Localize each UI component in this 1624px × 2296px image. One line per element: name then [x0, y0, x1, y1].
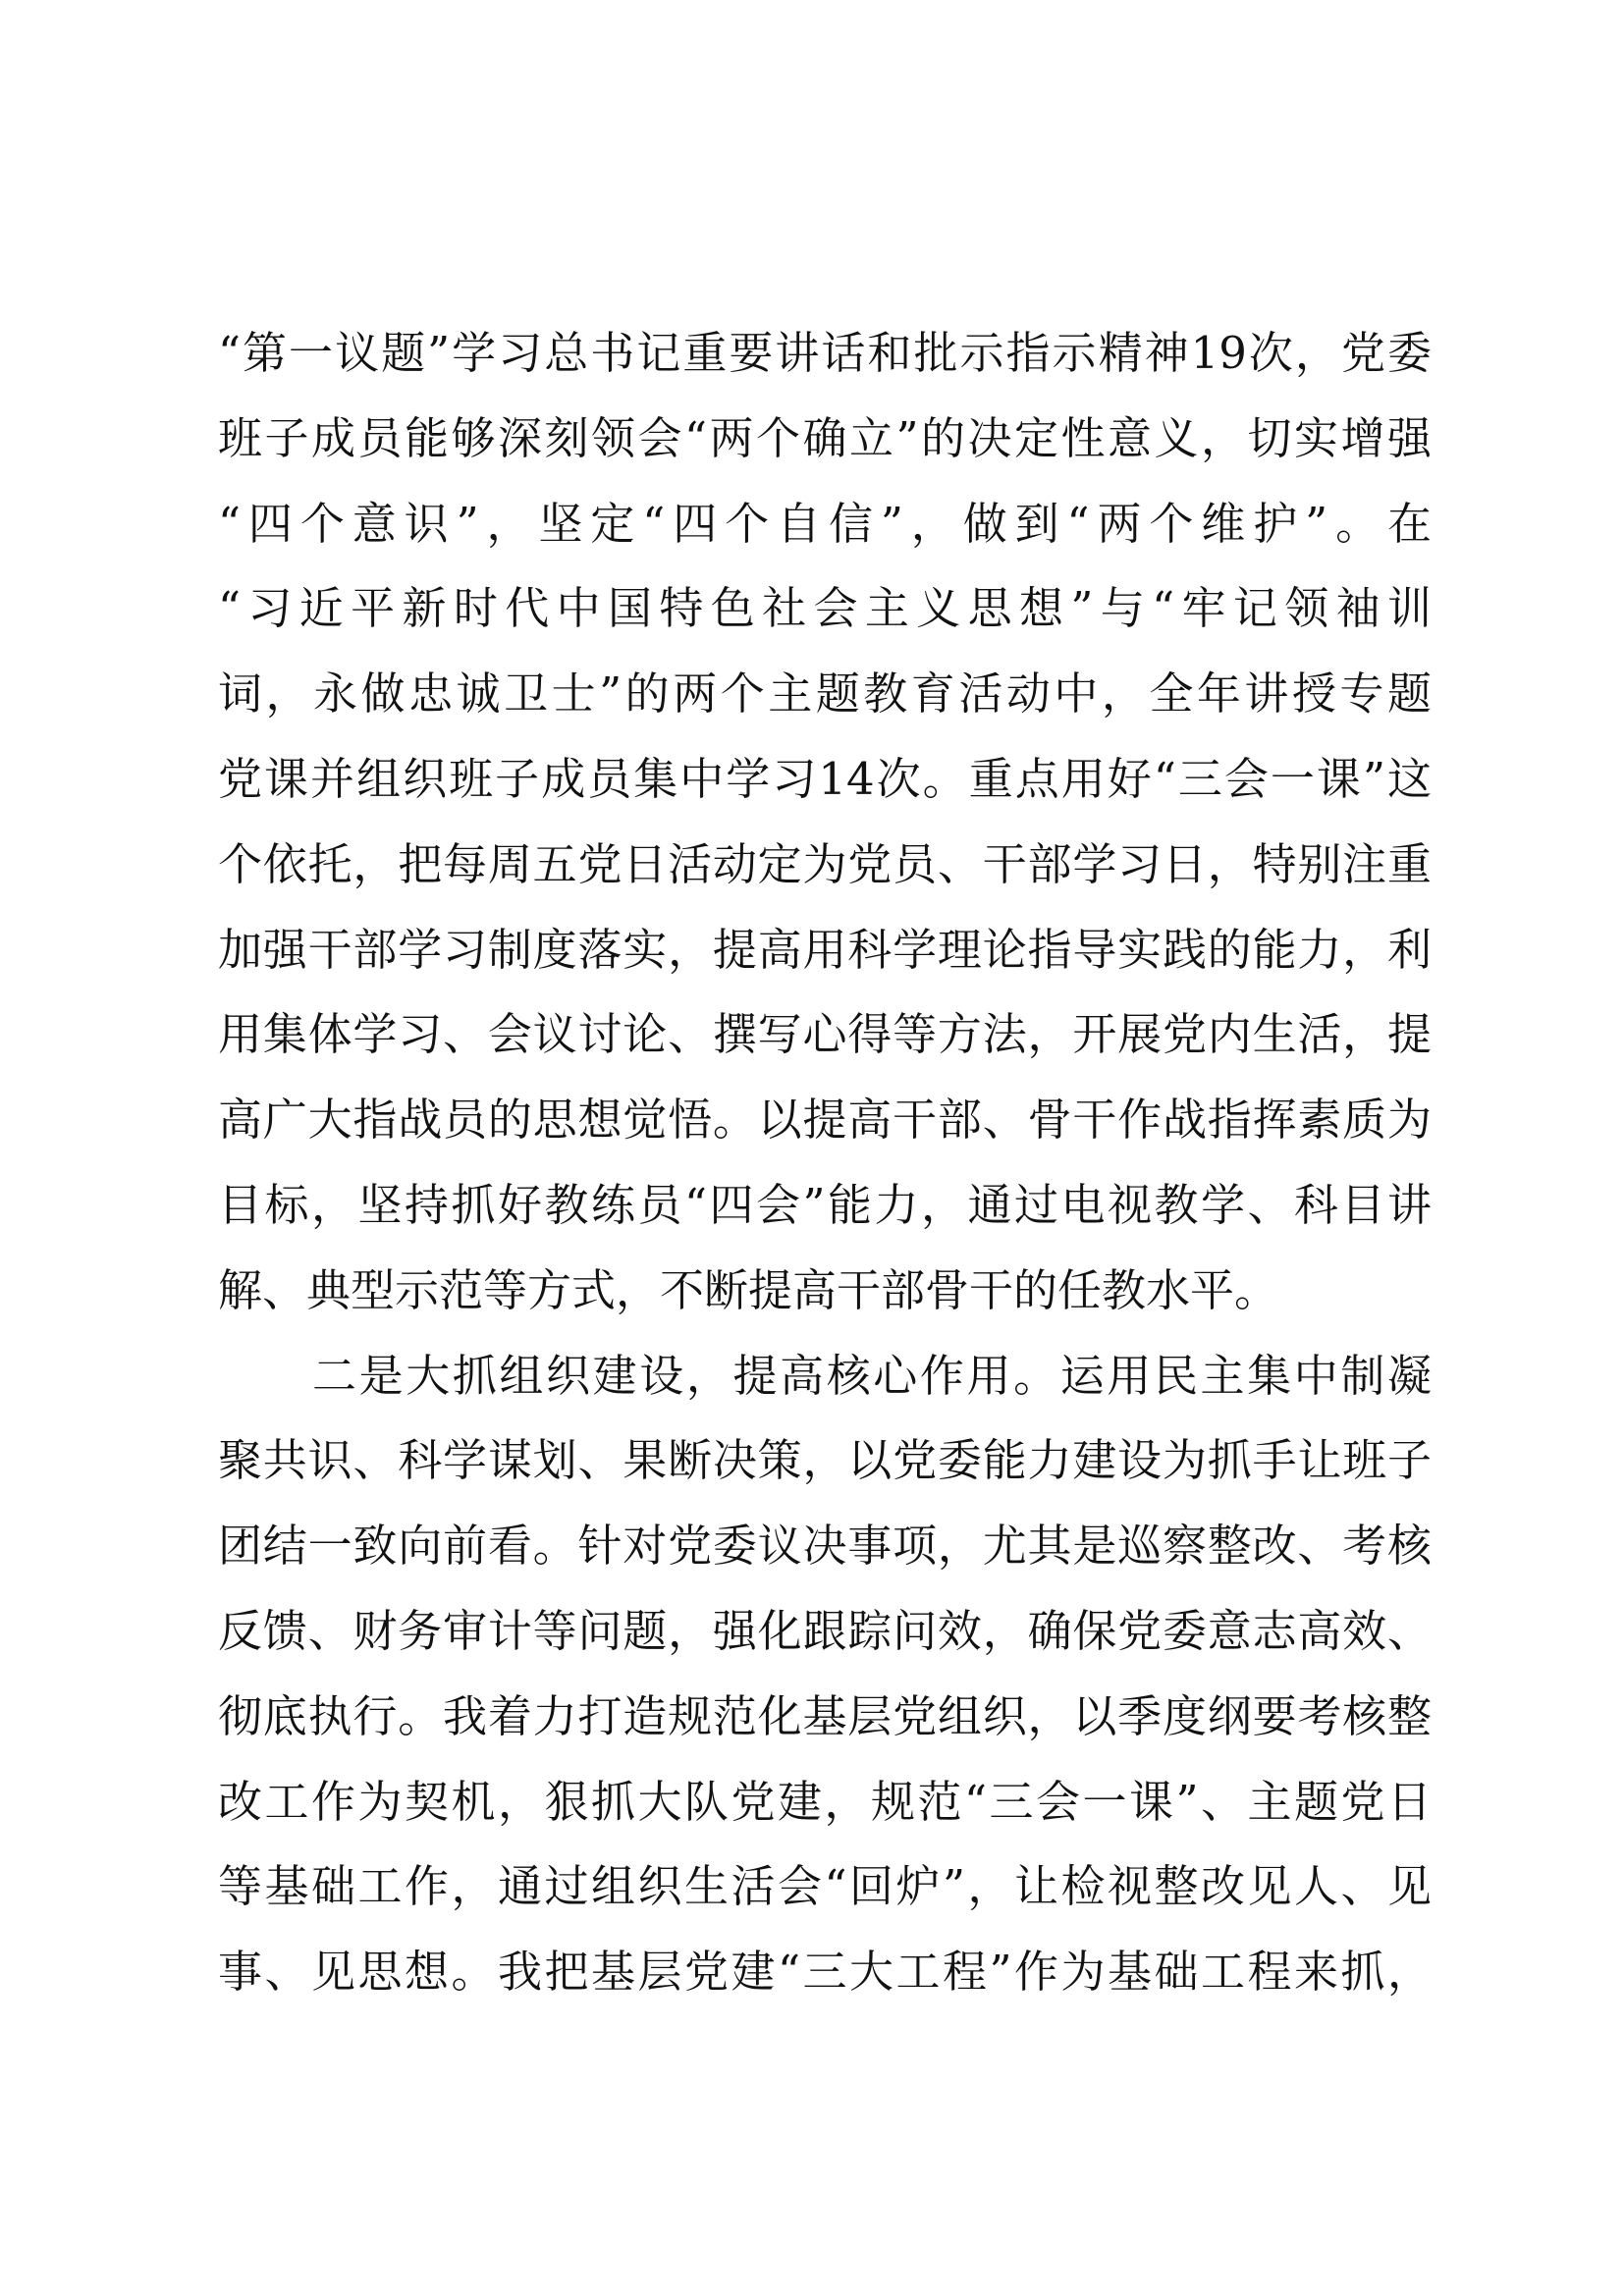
text-line: 事、见思想。我把基层党建“三大工程”作为基础工程来抓，: [218, 1946, 1432, 1999]
text-line: 聚共识、科学谋划、果断决策，以党委能力建设为抓手让班子: [218, 1434, 1432, 1487]
text-line: “第一议题”学习总书记重要讲话和批示指示精神19次，党委: [218, 327, 1432, 379]
text-line: 班子成员能够深刻领会“两个确立”的决定性意义，切实增强: [218, 411, 1432, 464]
paragraph-end-line: 解、典型示范等方式，不断提高干部骨干的任教水平。: [218, 1263, 1279, 1316]
text-line: 改工作为契机，狠抓大队党建，规范“三会一课”、主题党日: [218, 1775, 1432, 1828]
document-body: [218, 311, 1432, 2015]
text-line: 高广大指战员的思想觉悟。以提高干部、骨干作战指挥素质为: [218, 1094, 1432, 1147]
text-line: “习近平新时代中国特色社会主义思想”与“牢记领袖训: [218, 582, 1432, 635]
text-line: 目标，坚持抓好教练员“四会”能力，通过电视教学、科目讲: [218, 1178, 1432, 1231]
text-line: 个依托，把每周五党日活动定为党员、干部学习日，特别注重: [218, 837, 1432, 890]
text-line: 党课并组织班子成员集中学习14次。重点用好“三会一课”这: [218, 752, 1432, 805]
text-line: 等基础工作，通过组织生活会“回炉”，让检视整改见人、见: [218, 1860, 1432, 1913]
text-line: 词，永做忠诚卫士”的两个主题教育活动中，全年讲授专题: [218, 667, 1432, 721]
text-line: 彻底执行。我着力打造规范化基层党组织，以季度纲要考核整: [218, 1689, 1432, 1742]
text-line: 反馈、财务审计等问题，强化跟踪问效，确保党委意志高效、: [218, 1604, 1432, 1657]
text-line: 团结一致向前看。针对党委议决事项，尤其是巡察整改、考核: [218, 1520, 1432, 1573]
text-line: “四个意识”，坚定“四个自信”，做到“两个维护”。在: [218, 497, 1432, 550]
paragraph-start-line: 二是大抓组织建设，提高核心作用。运用民主集中制凝: [312, 1349, 1432, 1402]
text-line: 用集体学习、会议讨论、撰写心得等方法，开展党内生活，提: [218, 1008, 1432, 1061]
text-line: 加强干部学习制度落实，提高用科学理论指导实践的能力，利: [218, 923, 1432, 976]
